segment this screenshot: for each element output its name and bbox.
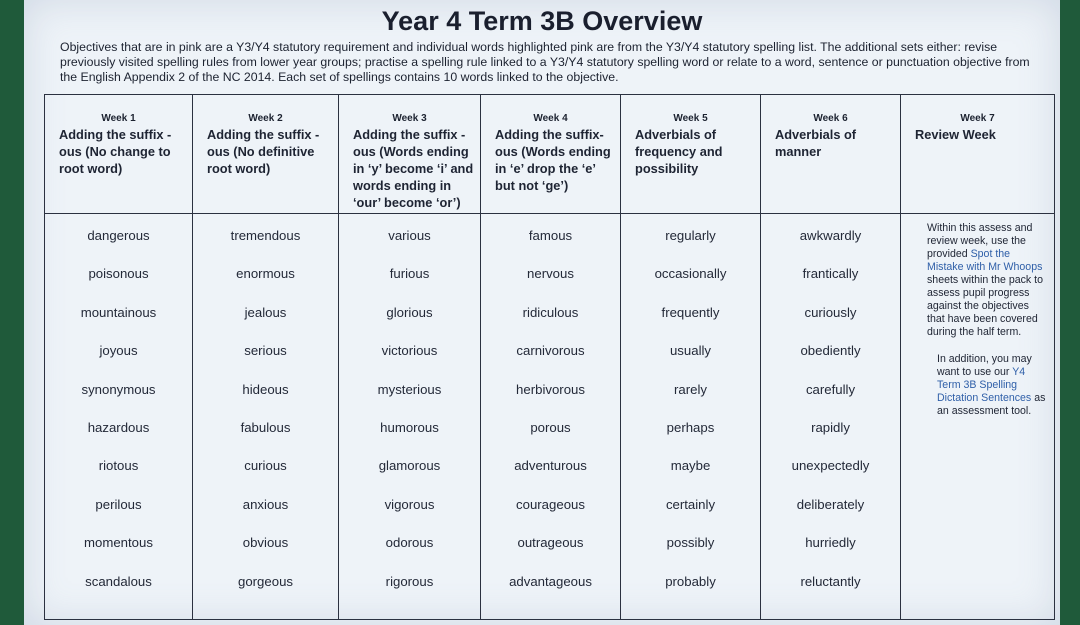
week-2-words xyxy=(193,214,339,620)
spelling-word: awkwardly xyxy=(799,228,862,243)
spelling-word: scandalous xyxy=(85,573,152,589)
spelling-word: possibly xyxy=(666,535,715,551)
spelling-word: fabulous xyxy=(240,420,291,435)
spelling-word: obvious xyxy=(242,535,289,551)
week-label: Week 3 xyxy=(392,113,427,124)
spelling-word: gorgeous xyxy=(238,573,293,589)
spelling-word: outrageous xyxy=(517,535,584,551)
spelling-word: mysterious xyxy=(377,381,442,397)
assessment-note-text-end: as an assessment tool. xyxy=(937,392,1046,417)
spelling-overview-table xyxy=(44,94,1055,620)
spelling-word: unexpectedly xyxy=(791,458,870,474)
spelling-word: various xyxy=(388,228,431,243)
spelling-word: rapidly xyxy=(811,420,850,435)
week-7-review-notes xyxy=(901,214,1055,620)
week-5-header xyxy=(621,95,761,214)
spelling-word: ridiculous xyxy=(522,304,579,320)
week-4-header xyxy=(481,95,621,214)
spelling-word: anxious xyxy=(242,496,289,512)
review-note-text: Within this assess and review week, use the provided xyxy=(927,222,1033,260)
spelling-word: rarely xyxy=(674,381,707,397)
week-6-header xyxy=(761,95,901,214)
page-title: Year 4 Term 3B Overview xyxy=(381,6,703,36)
spelling-word: riotous xyxy=(98,458,139,474)
spelling-word: deliberately xyxy=(796,496,865,512)
spelling-word: famous xyxy=(528,228,573,243)
week-objective: Adding the suffix -ous (No change to root word) xyxy=(59,127,172,176)
week-7-header xyxy=(901,95,1055,214)
spot-the-mistake-link[interactable]: Spot the Mistake with Mr Whoops xyxy=(927,248,1043,273)
spelling-word: perilous xyxy=(95,496,142,512)
spelling-word: frantically xyxy=(802,266,859,282)
week-label: Week 5 xyxy=(673,113,708,124)
spelling-word: furious xyxy=(389,266,430,282)
spelling-word: carefully xyxy=(805,381,856,397)
week-4-words xyxy=(481,214,621,620)
spelling-word: usually xyxy=(669,343,712,359)
spelling-word: curious xyxy=(244,458,287,474)
spelling-word: maybe xyxy=(670,458,711,474)
spelling-word: frequently xyxy=(661,304,720,320)
spelling-word: enormous xyxy=(236,266,295,282)
spelling-word: rigorous xyxy=(385,573,434,589)
spelling-word: odorous xyxy=(385,535,434,551)
week-2-header xyxy=(193,95,339,214)
spelling-word: synonymous xyxy=(81,381,156,397)
week-3-words xyxy=(339,214,481,620)
week-label: Week 4 xyxy=(533,113,568,124)
spelling-word: hideous xyxy=(242,381,289,397)
intro-paragraph: Objectives that are in pink are a Y3/Y4 statutory requirement and individual words highlighted pink are from the Y3/Y4 statutory spelling list. The additional sets either: revise previously visited spelling rules from lower year groups; practise a spelling rule linked to a Y3/Y4 statutory spelling word or relate to a word, sentence or punctuation objective from the English Appendix 2 of the NC 2014. Each set of spellings contains 10 words linked to the objective. xyxy=(60,40,1030,84)
spelling-word: serious xyxy=(244,343,287,359)
spelling-word: victorious xyxy=(381,343,438,359)
spelling-word: glamorous xyxy=(378,458,441,474)
spelling-word: hurriedly xyxy=(805,535,856,551)
spelling-word: vigorous xyxy=(384,496,435,512)
spelling-word: herbivorous xyxy=(516,381,585,397)
dictation-sentences-link[interactable]: Y4 Term 3B Spelling Dictation Sentences xyxy=(937,366,1032,404)
spelling-word: tremendous xyxy=(230,228,301,243)
spelling-word: occasionally xyxy=(654,266,727,282)
week-5-words xyxy=(621,214,761,620)
spelling-word: perhaps xyxy=(666,420,715,435)
review-note xyxy=(901,214,1054,418)
week-objective: Adverbials of frequency and possibility xyxy=(635,127,723,176)
spelling-word: certainly xyxy=(665,496,716,512)
spelling-word: carnivorous xyxy=(516,343,585,359)
assessment-note xyxy=(927,353,1048,418)
week-label: Week 7 xyxy=(960,113,995,124)
spelling-word: humorous xyxy=(380,420,439,435)
overview-sheet xyxy=(24,0,1060,625)
spelling-word: jealous xyxy=(244,304,287,320)
week-label: Week 1 xyxy=(101,113,136,124)
week-objective: Adverbials of manner xyxy=(775,127,857,159)
week-6-words xyxy=(761,214,901,620)
week-label: Week 2 xyxy=(248,113,283,124)
spelling-word: poisonous xyxy=(88,266,149,282)
spelling-word: nervous xyxy=(527,266,574,282)
spelling-word: momentous xyxy=(84,535,153,551)
header-row xyxy=(45,95,1055,214)
spelling-word: mountainous xyxy=(80,304,157,320)
spelling-word: probably xyxy=(665,573,716,589)
spelling-word: advantageous xyxy=(509,573,592,589)
week-3-header xyxy=(339,95,481,214)
spelling-word: porous xyxy=(530,420,571,435)
week-label: Week 6 xyxy=(813,113,848,124)
week-objective: Adding the suffix -ous (Words ending in ‘y’ become ‘i’ and words ending in ‘our’ become ‘or’) xyxy=(353,127,474,210)
spelling-word: hazardous xyxy=(87,420,150,435)
spelling-word: courageous xyxy=(516,496,585,512)
assessment-note-text: In addition, you may want to use our xyxy=(937,353,1032,378)
spelling-word: reluctantly xyxy=(800,573,861,589)
week-objective: Adding the suffix -ous (No definitive root word) xyxy=(207,127,320,176)
spelling-word: regularly xyxy=(665,228,716,243)
words-row xyxy=(45,214,1055,620)
spelling-word: glorious xyxy=(386,304,433,320)
spelling-word: adventurous xyxy=(514,458,587,474)
week-objective: Review Week xyxy=(915,127,996,142)
week-objective: Adding the suffix- ous (Words ending in ‘e’ drop the ‘e’ but not ‘ge’) xyxy=(495,127,611,193)
spelling-word: dangerous xyxy=(87,228,150,243)
spelling-word: joyous xyxy=(99,343,138,359)
week-1-header xyxy=(45,95,193,214)
review-note-text-end: sheets within the pack to assess pupil progress against the objectives that have been covered during the half term. xyxy=(927,274,1044,338)
week-1-words xyxy=(45,214,193,620)
spelling-word: obediently xyxy=(800,343,861,359)
spelling-word: curiously xyxy=(804,304,857,320)
